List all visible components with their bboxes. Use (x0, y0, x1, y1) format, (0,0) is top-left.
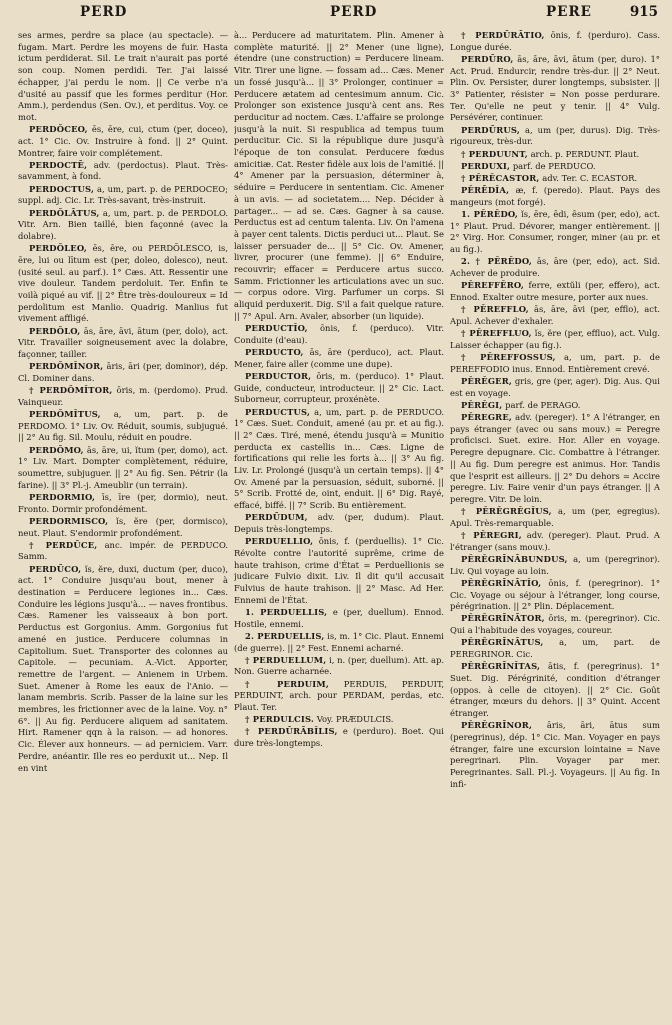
entry-headword: † PĔREFFLO, (461, 304, 529, 315)
entry-headword: PERDŎLEO, (29, 243, 87, 254)
entry-headword: PĔRĔGRĪNOR, (461, 720, 533, 731)
entry-headword: PERDŎMĬNOR, (29, 361, 104, 372)
entry-headword: PERDUCTOR, (245, 370, 312, 381)
entry-headword: PĔRĔGRĪNĀTUS, (461, 637, 544, 648)
entry-definition: æ, f. (peredo). Plaut. Pays des mangeurs (mot forgé). (450, 185, 660, 207)
entry-definition: āris, āri (per, dominor), dép. Cl. Dominer dans. (18, 361, 228, 383)
entry-definition: adv. (pereger). Plaut. Prud. A l'étranger (sans mouv.). (450, 530, 660, 552)
entry-definition: PERDUIS, PERDUIT, PERDUINT, arch. pour PERDAM, perdas, etc. Plaut. Ter. (234, 678, 444, 713)
entry-definition: ĭs, ĕre (per, effluo), act. Vulg. Laisser échapper (au fig.). (450, 328, 660, 350)
entry-definition: ĭs, ĕre (per, dormisco), neut. Plaut. S'endormir profondément. (18, 515, 228, 538)
entry-definition: a, um, part. p. de PERDOMO. 1° Liv. Ov. Réduit, soumis, subjugué. || 2° Au fig. Sil. Moulu, réduit en poudre. (18, 409, 228, 443)
entry-headword: † PĔRĔCASTOR, (461, 172, 540, 183)
entry-headword: † PERDŪRĀTIO, (461, 30, 545, 40)
entry-headword: PĔREGRE, (461, 412, 513, 422)
entry-headword: PĔRĔGRĪNĀTOR, (461, 613, 545, 624)
entry-headword: PERDŪRO, (461, 53, 514, 64)
dictionary-entry (234, 655, 444, 678)
dictionary-entry (18, 564, 228, 775)
entry-definition: a, um, part. p. de PERDUCO. 1° Cæs. Suet. Conduit, amené (au pr. et au fig.). || 2° Cæs. Tiré, mené, étendu jusqu'à = Munitio perducta ex castellis in... Cæs. Ligne de fortifications qui relie les forts à... || 3° Au fig. Liv. Lr. Prolongé (jusqu'à un certain temps). || 4° Ov. Amené par la persuasion, séduit, suborné. || 5° Scrib. Frotté de, oint, enduit. || 6° Dig. Rayé, effacé, biffé. || 7° Scrib. Bu entièrement. (234, 406, 444, 511)
dictionary-entry (18, 243, 228, 325)
entry-definition: ēs, ēre, ou PERDŎLESCO, is, ēre, lui ou lītum est (per, doleo, dolesco), neut. (usité seul. au parf.). 1° Cæs. Att. Ressentir une vive douleur. Tandem perdoluit. Ter. Enfin te voilà piqué au vif. || 2° Être très-douloureux = Id perdolitum est Manlio. Quadrig. Manlius fut vivement affligé. (18, 243, 228, 324)
entry-definition: parf. de PERDUCO. (512, 160, 596, 171)
entry-headword: PĔRĔGRĪNĀBUNDUS, (461, 553, 568, 564)
running-header (18, 0, 662, 30)
dictionary-entry (18, 124, 228, 159)
dictionary-entry (234, 407, 444, 512)
dictionary-entry (234, 536, 444, 606)
entry-headword: † PĔREGRI, (461, 530, 522, 541)
dictionary-columns (18, 30, 662, 1025)
dictionary-entry (450, 209, 660, 256)
entry-definition: gris, gre (per, ager). Dig. Aus. Qui est en voyage. (450, 375, 660, 398)
entry-definition: ās, āre, āvi (per, efflo), act. Apul. Achever d'exhaler. (450, 304, 660, 326)
dictionary-entry (450, 149, 660, 161)
entry-headword: PERDUCTUS, (245, 406, 311, 417)
entry-headword: PERDŎLO, (29, 325, 81, 336)
entry-definition: adv. (per, dudum). Plaut. Depuis très-longtemps. (234, 512, 444, 535)
entry-headword: PERDŎLĀTUS, (29, 207, 100, 218)
entry-headword: † PĔREFFOSSUS, (461, 351, 556, 362)
entry-headword: PERDORMISCO, (29, 515, 109, 526)
entry-definition: à... Perducere ad maturitatem. Plin. Amener à complète maturité. || 2° Mener (une ligne), étendre (une construction) = Perducere lineam. Vitr. Tirer une ligne. — fossam ad... Cæs. Mener un fossé jusqu'à... || 3° Prolonger, continuer = Perducere ætatem ad centesimum annum. Cic. Prolonger son existence jusqu'à cent ans. Res perducitur ad noctem. Cæs. L'affaire se prolonge jusqu'à la nuit. Si respublica ad tempus tuum perducitur. Cic. Si la république dure jusqu'à l'époque de ton consulat. Perducere fœdus amicitiæ. Cat. Rester fidèle aux lois de l'amitié. || 4° Amener par la persuasion, déterminer à, séduire = Perducere in sententiam. Cic. Amener à un avis. — ad societatem.... Nep. Décider à partager... — ad se. Cæs. Gagner à sa cause. Perductus est ad centum talenta. Liv. On l'amena à payer cent talents. Dictis perduci ut... Plaut. Se laisser persuader de... || 5° Cic. Ov. Amener, livrer, procurer (une femme). || 6° Enduire, recouvrir; effacer = Perducere artus succo. Samm. Frictionner les articulations avec un suc. — corpus odore. Virg. Parfumer un corps. Si aliquid perduxerit. Dig. S'il a fait quelque rature. || 7° Apul. Arn. Avaler, absorber (un liquide). (234, 30, 444, 321)
dictionary-entry (18, 184, 228, 207)
dictionary-entry (18, 326, 228, 361)
dictionary-entry (450, 30, 660, 53)
entry-definition: parf. de PERAGO. (505, 399, 581, 410)
dictionary-entry (18, 30, 228, 124)
dictionary-entry (450, 328, 660, 351)
dictionary-entry (450, 125, 660, 148)
entry-definition: ās, āre, āvi, ātum (per, dolo), act. Vitr. Travailler soigneusement avec la dolabre, façonner, tailler. (18, 325, 228, 359)
entry-headword: PERDŪDUM, (245, 512, 308, 523)
entry-headword: † PERDULCIS. (245, 714, 315, 725)
entry-headword: PĔRĔGRĪNĀTĬO, (461, 577, 542, 588)
entry-headword: PERDOCTĒ, (29, 159, 88, 170)
dictionary-entry (18, 208, 228, 243)
dictionary-entry (234, 512, 444, 535)
dictionary-entry (18, 445, 228, 492)
entry-headword: † PERDŎMĬTOR, (29, 385, 113, 396)
entry-definition: ōnis, f. (perduco). Vitr. Conduite (d'eau). (234, 323, 444, 345)
entry-definition: ās, āre, ui, ĭtum (per, domo), act. 1° Liv. Mart. Dompter complètement, réduire, soumettre, subjuguer. || 2° Au fig. Sen. Pétrir (la farine). || 3° Pl.-j. Ameublir (un terrain). (18, 444, 228, 490)
dictionary-entry (18, 492, 228, 515)
entry-headword: † PERDUUNT, (461, 148, 528, 159)
entry-headword: 1. PERDUELLIS, (245, 606, 328, 617)
entry-definition: ās, āre, āvi, ātum (per, duro). 1° Act. Prud. Endurcir, rendre très-dur. || 2° Neut. Plin. Ov. Persister, durer longtemps, subsister. || 3° Patienter, résister = Non posse perdurare. Ter. Qu'elle ne peut y tenir. || 4° Vulg. Persévérer, continuer. (450, 53, 660, 123)
entry-headword: PERDŎMĬTUS, (29, 409, 101, 419)
entry-headword: PERDORMIO, (29, 491, 96, 502)
entry-definition: ēs, ēre, cui, ctum (per, doceo), act. 1° Cic. Ov. Instruire à fond. || 2° Quint. Montrer, faire voir complétement. (18, 124, 228, 158)
dictionary-entry (450, 661, 660, 720)
dictionary-entry (234, 679, 444, 714)
dictionary-entry (450, 506, 660, 529)
entry-headword: † PERDŪRĀBĬLIS, (245, 726, 338, 737)
entry-headword: † PĔRĔGRĔGĬUS, (461, 506, 552, 517)
entry-definition: a, um, part. de PEREGRINOR. Cic. (450, 637, 660, 660)
entry-headword: 2. † PĔRĔDO, (461, 256, 533, 267)
entry-definition: adv. (pereger). 1° A l'étranger, en pays étranger (avec ou sans mouv.) = Peregre proficisci. Suet. exire. Hor. Aller en voyage. Peregre depugnare. Cic. Combattre à l'étranger. || Au fig. Dum peregre est animus. Hor. Tandis que l'esprit est ailleurs. || 2° Du dehors = Accire peregre. Liv. Faire venir d'un pays étranger. || A peregre. Vitr. De loin. (450, 412, 660, 504)
entry-headword: PERDŎCEO, (29, 124, 88, 135)
entry-headword: PERDOCTUS, (29, 183, 95, 194)
entry-headword: † PĔREFFLUO, (461, 328, 532, 339)
entry-definition: a, um (peregrinor). Liv. Qui voyage au loin. (450, 553, 660, 576)
dictionary-entry (234, 323, 444, 346)
entry-headword: PĔREFFĔRO, (461, 280, 524, 291)
dictionary-entry (450, 530, 660, 553)
entry-headword: 2. PERDUELLIS, (245, 630, 325, 641)
header-center-guideword: PERD (330, 4, 378, 20)
entry-definition: ĭs, ēre, ēdi, ēsum (per, edo), act. 1° Plaut. Prud. Dévorer, manger entièrement. || 2° Virg. Hor. Consumer, ronger, miner (au pr. et au fig.). (450, 209, 660, 255)
dictionary-entry (18, 361, 228, 384)
entry-definition: ōris, m. (perdomo). Prud. Vainqueur. (18, 385, 228, 407)
entry-headword: PERDUCTĬO, (245, 323, 308, 334)
entry-headword: PĔRĔGRĪNĬTAS, (461, 661, 541, 672)
dictionary-entry (234, 347, 444, 370)
entry-definition: a, um, part. p. de PERDOCEO; suppl. adj. Cic. Lr. Très-savant, très-instruit. (18, 183, 228, 206)
entry-definition: i, n. (per, duellum). Att. ap. Non. Guerre acharnée. (234, 654, 444, 677)
dictionary-entry (450, 613, 660, 636)
entry-definition: ōnis, f. (perduro). Cass. Longue durée. (450, 30, 660, 52)
header-left-guideword: PERD (80, 4, 128, 20)
dictionary-entry (450, 412, 660, 506)
entry-definition: ās, āre (perduco), act. Plaut. Mener, faire aller (comme une dupe). (234, 346, 444, 369)
dictionary-entry (450, 54, 660, 124)
entry-definition: a, um, part. p. de PERDOLO. Vitr. Arn. Bien taillé, bien façonné (avec la dolabre). (18, 207, 228, 241)
entry-definition: ōris, m. (perduco). 1° Plaut. Guide, conducteur, introducteur. || 2° Cic. Lact. Suborneur, corrupteur, proxénète. (234, 370, 444, 405)
entry-definition: ōris, m. (peregrinor). Cic. Qui a l'habitude des voyages, coureur. (450, 613, 660, 636)
entry-definition: a, um (per, durus). Dig. Très-rigoureux, très-dur. (450, 124, 660, 147)
entry-definition: ĭs, ĕre, duxi, ductum (per, duco), act. 1° Conduire jusqu'au bout, mener à destination = Perducere legiones in... Cæs. Conduire les légions jusqu'à... — naves frontibus. Cæs. Ramener les vaisseaux à bon port. Perductus est Gorgonius. Amm. Gorgonius fut amené en justice. Perducere columnas in Capitolium. Suet. Transporter des colonnes au Capitole. — pecuniam. A.-Vict. Apporter, remettre de l'argent. — Anienem in Urbem. Suet. Amener à Rome les eaux de l'Anio. — lanam membris. Scrib. Passer de la laine sur les membres, les frictionner avec de la laine. Voy. n° 6°. || Au fig. Perducere aliquem ad sanitatem. Hirt. Ramener qqn à la raison. — ad honores. Cic. Élever aux honneurs. — ad perniciem. Varr. Perdre, anéantir. Ille res eo perduxit ut... Nep. Il en vint (18, 563, 228, 773)
entry-definition: āris, āri, ātus sum (peregrinus), dép. 1° Cic. Man. Voyager en pays étranger, faire une excursion lointaine = Nave peregrinari. Plin. Voyager par mer. Peregrinantes. Sall. Pl.-j. Voyageurs. || Au fig. In infi- (450, 720, 660, 789)
header-right-guideword: PERE (546, 4, 592, 20)
dictionary-entry (450, 578, 660, 613)
entry-definition: anc. impér. de PERDUCO. Samm. (18, 539, 228, 562)
page-number: 915 (629, 4, 658, 20)
entry-definition: adv. Ter. C. ECASTOR. (542, 172, 638, 183)
entry-definition: e (perduro). Boet. Qui dure très-longtemps. (234, 726, 444, 749)
entry-headword: PERDUELLIO, (245, 536, 314, 547)
entry-definition: ses armes, perdre sa place (au spectacle). — fugam. Mart. Perdre les moyens de fuir. Hasta ictum perdiderat. Sil. Le trait n'aurait pas porté son coup. Nomen perdidi. Ter. J'ai laissé échapper, j'ai perdu le nom. || Ce verbe n'a d'usité au passif que les formes perditur (Hor. Amm.), perdendus (Sen. Ov.), et perditus. Voy. ce mot. (18, 30, 228, 122)
entry-headword: PERDUXI, (461, 160, 511, 171)
dictionary-entry (450, 173, 660, 185)
entry-definition: ās, āre (per, edo), act. Sid. Achever de produire. (450, 256, 660, 279)
entry-definition: ātis, f. (peregrinus). 1° Suet. Dig. Pérégrinité, condition d'étranger (oppos. à celle de citoyen). || 2° Cic. Goût étranger, mœurs du dehors. || 3° Quint. Accent étranger. (450, 661, 660, 719)
entry-definition: ōnis, f. (peregrinor). 1° Cic. Voyage ou séjour à l'étranger, long course, pérégrination. || 2° Plin. Déplacement. (450, 577, 660, 612)
dictionary-entry (234, 607, 444, 630)
entry-headword: PERDŎMO, (29, 444, 84, 455)
entry-headword: PĔRĔGER, (461, 375, 513, 386)
entry-definition: a, um (per, egregius). Apul. Très-remarquable. (450, 506, 660, 528)
dictionary-entry (18, 385, 228, 408)
entry-definition: adv. (perdoctus). Plaut. Très-savamment, à fond. (18, 159, 228, 182)
dictionary-entry (18, 540, 228, 563)
dictionary-entry (450, 554, 660, 577)
dictionary-entry (450, 637, 660, 660)
entry-headword: PERDŪRUS, (461, 124, 520, 135)
dictionary-entry (234, 714, 444, 726)
dictionary-entry (450, 280, 660, 303)
entry-definition: īs, īre (per, dormio), neut. Fronto. Dormir profondément. (18, 491, 228, 514)
entry-headword: PERDŪCO, (29, 563, 82, 574)
dictionary-entry (18, 160, 228, 183)
dictionary-entry (450, 400, 660, 412)
dictionary-entry (450, 376, 660, 399)
dictionary-entry (234, 726, 444, 749)
entry-definition: ōnis, f. (perduellis). 1° Cic. Révolte contre l'autorité suprême, crime de haute trahison, crime d'État = Perduellionis se judicare Fulvio dixit. Liv. Il dit qu'il accusait Fulvius de haute trahison. || 2° Masc. Ad Her. Ennemi de l'État. (234, 536, 444, 605)
dictionary-entry (450, 304, 660, 327)
dictionary-entry (234, 30, 444, 323)
entry-headword: † PERDUELLUM, (245, 654, 327, 665)
dictionary-entry (18, 409, 228, 444)
entry-definition: ferre, extŭli (per, effero), act. Ennod. Exalter outre mesure, porter aux nues. (450, 280, 660, 302)
dictionary-entry (450, 161, 660, 173)
dictionary-entry (450, 720, 660, 790)
entry-definition: Voy. PRÆDULCIS. (316, 714, 394, 725)
dictionary-entry (450, 256, 660, 279)
column-middle (234, 30, 444, 1025)
dictionary-entry (450, 185, 660, 208)
entry-headword: PERDUCTO, (245, 346, 304, 357)
entry-headword: † PERDŪCE, (29, 539, 98, 550)
entry-definition: is, m. 1° Cic. Plaut. Ennemi (de guerre). || 2° Fest. Ennemi acharné. (234, 630, 444, 653)
entry-definition: arch. p. PERDUNT. Plaut. (530, 148, 640, 159)
entry-headword: † PERDUIM, (245, 678, 329, 689)
entry-headword: PĔRĔGI, (461, 399, 503, 410)
dictionary-entry (234, 631, 444, 654)
entry-headword: 1. PĔRĔDO, (461, 209, 519, 220)
entry-headword: PĔRĒDĬA, (461, 185, 510, 196)
column-left (18, 30, 228, 1025)
column-right (450, 30, 660, 1025)
dictionary-entry (18, 516, 228, 539)
dictionary-entry (234, 371, 444, 406)
entry-definition: e (per, duellum). Ennod. Hostile, ennemi. (234, 606, 444, 629)
dictionary-entry (450, 352, 660, 375)
entry-definition: a, um, part. p. de PEREFFODIO inus. Ennod. Entièrement crevé. (450, 351, 660, 374)
